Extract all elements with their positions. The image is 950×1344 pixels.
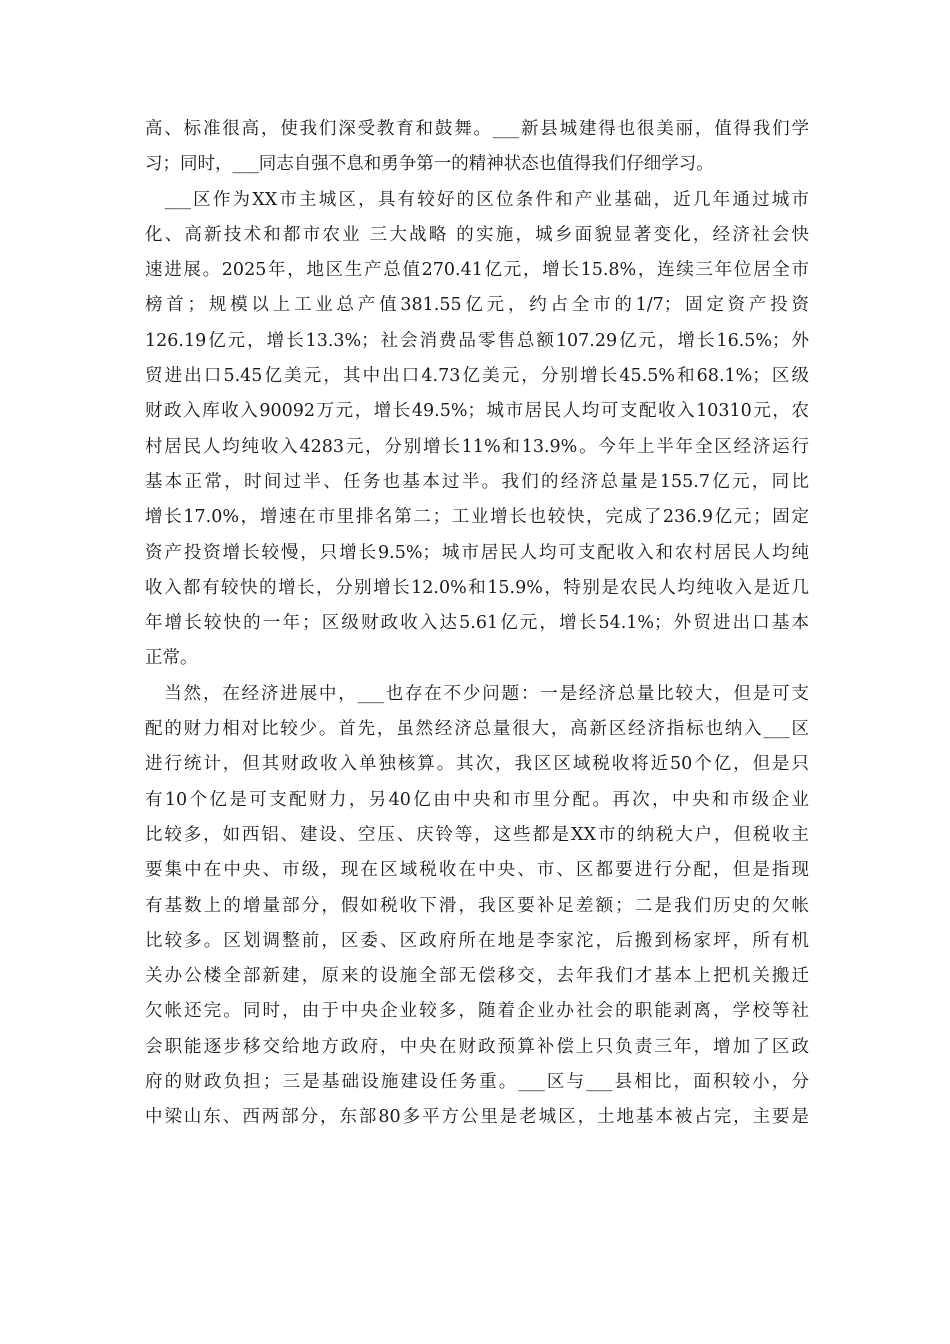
text-line: 当然，在经济进展中，___也存在不少问题：一是经济总量比较大，但是可支 [145, 683, 809, 704]
text-line: 要集中在中央、市级，现在区域税收在中央、市、区都要进行分配，但是指现 [145, 860, 809, 881]
text-line: ___区作为XX市主城区，具有较好的区位条件和产业基础，近几年通过城市 [145, 189, 809, 210]
text-line: 进行统计，但其财政收入单独核算。其次，我区区域税收将近50个亿，但是只 [145, 754, 809, 775]
text-line: 府的财政负担；三是基础设施建设任务重。___区与___县相比，面积较小，分 [145, 1072, 809, 1093]
text-line: 会职能逐步移交给地方政府，中央在财政预算补偿上只负责三年，增加了区政 [145, 1036, 809, 1057]
text-line: 年增长较快的一年；区级财政收入达5.61亿元，增长54.1%；外贸进出口基本 [145, 613, 809, 634]
text-line: 资产投资增长较慢，只增长9.5%；城市居民人均可支配收入和农村居民人均纯 [145, 542, 809, 563]
text-line: 有基数上的增量部分，假如税收下滑，我区要补足差额；二是我们历史的欠帐 [145, 895, 809, 916]
text-line: 财政入库收入90092万元，增长49.5%；城市居民人均可支配收入10310元，农 [145, 401, 809, 422]
text-line: 收入都有较快的增长，分别增长12.0%和15.9%，特别是农民人均纯收入是近几 [145, 577, 809, 598]
text-line: 基本正常，时间过半、任务也基本过半。我们的经济总量是155.7亿元，同比 [145, 471, 809, 492]
text-line: 榜首；规模以上工业总产值381.55亿元，约占全市的1/7；固定资产投资 [145, 295, 809, 316]
text-line: 中梁山东、西两部分，东部80多平方公里是老城区，土地基本被占完，主要是 [145, 1107, 809, 1128]
text-line: 比较多。区划调整前，区委、区政府所在地是李家沱，后搬到杨家坪，所有机 [145, 930, 809, 951]
body-text [145, 112, 809, 1136]
text-line: 化、高新技术和都市农业 三大战略 的实施，城乡面貌显著变化，经济社会快 [145, 224, 809, 245]
text-line: 高、标准很高，使我们深受教育和鼓舞。___新县城建得也很美丽，值得我们学 [145, 119, 809, 139]
text-line: 村居民人均纯收入4283元，分别增长11%和13.9%。今年上半年全区经济运行 [145, 436, 809, 457]
text-line: 习；同时，___同志自强不息和勇争第一的精神状态也值得我们仔细学习。 [145, 154, 714, 175]
text-line: 配的财力相对比较少。首先，虽然经济总量很大，高新区经济指标也纳入___区 [145, 719, 809, 740]
text-line: 关办公楼全部新建，原来的设施全部无偿移交，去年我们才基本上把机关搬迁 [145, 966, 809, 987]
text-line: 增长17.0%，增速在市里排名第二；工业增长也较快，完成了236.9亿元；固定 [145, 507, 809, 528]
text-line: 有10个亿是可支配财力，另40亿由中央和市里分配。再次，中央和市级企业 [145, 789, 809, 810]
text-line: 比较多，如西铝、建设、空压、庆铃等，这些都是XX市的纳税大户，但税收主 [145, 824, 809, 845]
text-line: 正常。 [145, 648, 198, 669]
text-line: 欠帐还完。同时，由于中央企业较多，随着企业办社会的职能剥离，学校等社 [145, 1001, 809, 1022]
text-line: 速进展。2025年，地区生产总值270.41亿元，增长15.8%，连续三年位居全市 [145, 260, 809, 281]
text-line: 126.19亿元，增长13.3%；社会消费品零售总额107.29亿元，增长16.5%；外 [145, 330, 809, 351]
text-line: 贸进出口5.45亿美元，其中出口4.73亿美元，分别增长45.5%和68.1%；区级 [145, 366, 809, 387]
